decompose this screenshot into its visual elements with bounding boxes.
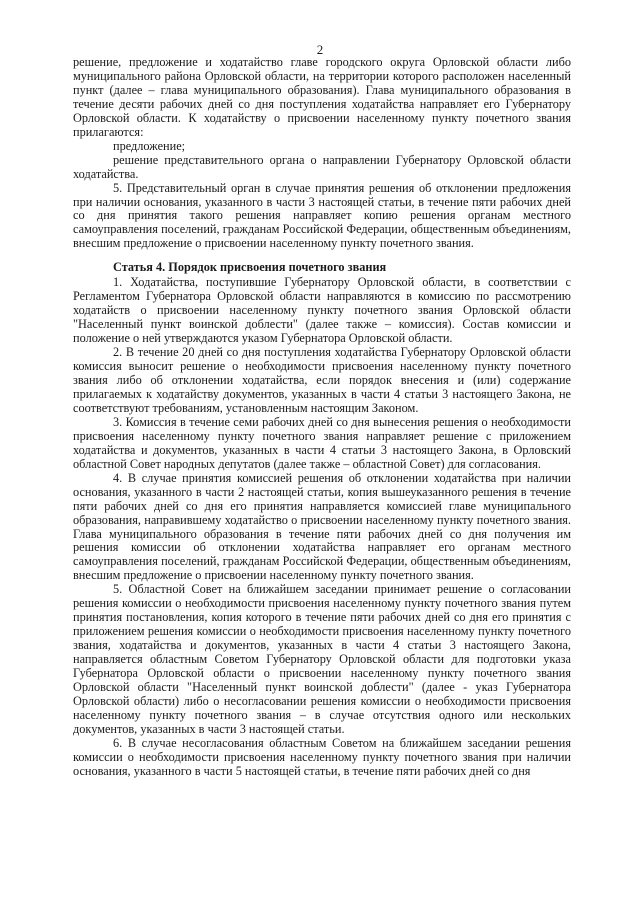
document-body xyxy=(73,56,571,779)
article-4-paragraph-6: 6. В случае несогласования областным Советом на ближайшем заседании решения комиссии о необходимости присвоения населенному пункту почетного звания при наличии основания, указанного в части 5 настоящей статьи, в течение пяти рабочих дней со дня xyxy=(73,735,571,778)
list-item-proposal: предложение; xyxy=(113,138,186,153)
paragraph-part-5: 5. Представительный орган в случае принятия решения об отклонении предложения при наличии основания, указанного в части 3 настоящей статьи, в течение пяти рабочих дней со дня принятия такого решения направляет копию решения органам местного самоуправления поселений, гражданам Российской Федерации, общественным объединениям, внесшим предложение о присвоении населенному пункту почетного звания. xyxy=(73,180,571,251)
page-number: 2 xyxy=(316,42,324,57)
list-item-decision: решение представительного органа о направлении Губернатору Орловской области ходатайства. xyxy=(73,152,571,181)
article-4-paragraph-1: 1. Ходатайства, поступившие Губернатору Орловской области, в соответствии с Регламентом Губернатора Орловской области направляются в комиссию по рассмотрению ходатайств о присвоении населенному пункту почетного звания Орловской области "Населенный пункт воинской доблести" (далее также – комиссия). Состав комиссии и положение о ней утверждаются указом Губернатора Орловской области. xyxy=(73,275,571,346)
article-4-paragraph-2: 2. В течение 20 дней со дня поступления ходатайства Губернатору Орловской области комиссия выносит решение о необходимости присвоения населенному пункту почетного звания либо об отклонении ходатайства, если порядок внесения и (или) содержание прилагаемых к ходатайству документов, указанных в части 4 статьи 3 настоящего Закона, не соответствуют требованиям, установленным настоящим Законом. xyxy=(73,345,571,415)
paragraph-continuation: решение, предложение и ходатайство главе городского округа Орловской области либо муниципального района Орловской области, на территории которого расположен населенный пункт (далее – глава муниципального образования). Глава муниципального образования в течение десяти рабочих дней со дня поступления ходатайства направляет его Губернатору Орловской области. К ходатайству о присвоении населенному пункту почетного звания прилагаются: xyxy=(73,55,571,139)
article-4-paragraph-3: 3. Комиссия в течение семи рабочих дней со дня вынесения решения о необходимости присвоения населенному пункту почетного звания направляет решение с приложением ходатайства и документов, указанных в части 4 статьи 3 настоящего Закона, в Орловский областной Совет народных депутатов (далее также – областной Совет) для согласования. xyxy=(73,414,571,471)
article-4-paragraph-4: 4. В случае принятия комиссией решения об отклонении ходатайства при наличии основания, указанного в части 2 настоящей статьи, копия вышеуказанного решения в течение пяти рабочих дней со дня его принятия направляется комиссией главе муниципального образования, направившему ходатайство о присвоении населенному пункту почетного звания. Глава муниципального образования в течение пяти рабочих дней со дня получения им решения комиссии об отклонении ходатайства направляет его органам местного самоуправления поселений, гражданам Российской Федерации, общественным объединениям, внесшим предложение о присвоении населенному пункту почетного звания. xyxy=(73,470,571,583)
article-4-heading: Статья 4. Порядок присвоения почетного звания xyxy=(113,260,387,275)
article-4-paragraph-5: 5. Областной Совет на ближайшем заседании принимает решение о согласовании решения комиссии о необходимости присвоения населенному пункту почетного звания путем принятия постановления, копия которого в течение пяти рабочих дней со дня его принятия с приложением решения комиссии о необходимости присвоения населенному пункту почетного звания, ходатайства и документов, указанных в части 4 статьи 3 настоящего Закона, направляется областным Советом Губернатору Орловской области для подготовки указа Губернатора Орловской области о присвоении населенному пункту почетного звания Орловской области "Населенный пункт воинской доблести" (далее - указ Губернатора Орловской области) либо о несогласовании решения комиссии о необходимости присвоения населенному пункту почетного звания – в случае отсутствия одного или нескольких документов, указанных в части 3 настоящей статьи. xyxy=(73,582,571,736)
